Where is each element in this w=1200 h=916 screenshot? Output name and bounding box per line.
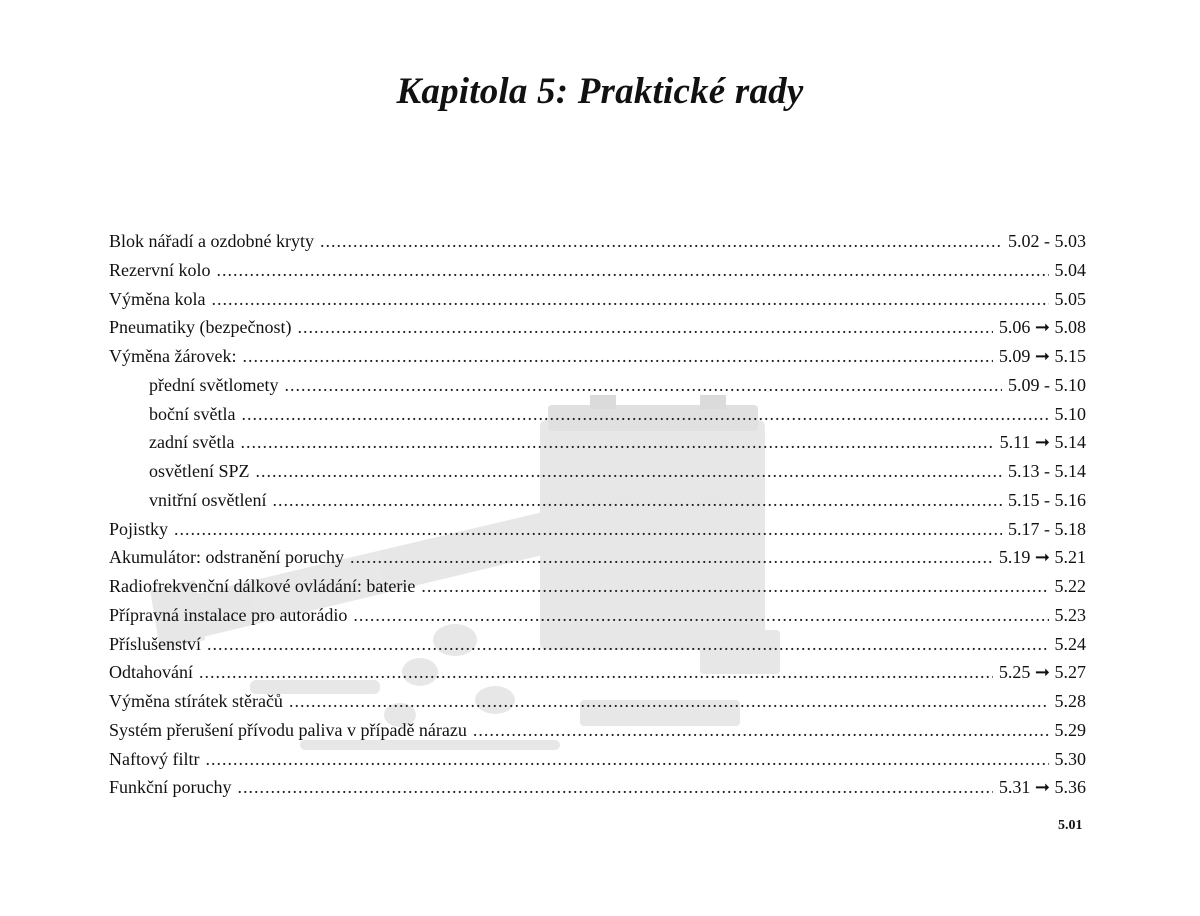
toc-dot-leader bbox=[216, 256, 1048, 285]
toc-entry-label: Přípravná instalace pro autorádio bbox=[109, 604, 348, 625]
toc-entry-label: Výměna kola bbox=[109, 288, 206, 309]
toc-entry bbox=[109, 285, 1086, 314]
toc-entry bbox=[109, 371, 1086, 400]
toc-entry bbox=[109, 745, 1086, 774]
toc-dot-leader bbox=[473, 716, 1049, 745]
toc-entry-label: Systém přerušení přívodu paliva v případě nárazu bbox=[109, 719, 467, 740]
toc-entry bbox=[109, 773, 1086, 802]
toc-entry-label: osvětlení SPZ bbox=[149, 461, 250, 481]
toc-entry-page: 5.04 bbox=[1054, 259, 1086, 280]
toc-dot-leader bbox=[272, 486, 1002, 515]
toc-entry bbox=[109, 400, 1086, 429]
toc-entry-label: Rezervní kolo bbox=[109, 259, 211, 280]
toc-entry bbox=[109, 342, 1086, 371]
toc-entry-page: 5.30 bbox=[1054, 748, 1086, 769]
toc-entry-page: 5.02 - 5.03 bbox=[1008, 231, 1086, 251]
toc-entry-page: 5.13 - 5.14 bbox=[1008, 461, 1086, 481]
toc-entry-label: Funkční poruchy bbox=[109, 777, 232, 798]
toc-entry-label: zadní světla bbox=[149, 432, 235, 453]
toc-entry-label: Příslušenství bbox=[109, 633, 202, 654]
toc-entry-page: 5.23 bbox=[1054, 604, 1086, 625]
toc-entry bbox=[109, 313, 1086, 342]
toc-dot-leader bbox=[205, 745, 1048, 774]
table-of-contents bbox=[109, 227, 1086, 802]
toc-entry bbox=[109, 716, 1086, 745]
toc-entry-label: Výměna žárovek: bbox=[109, 346, 237, 366]
toc-dot-leader bbox=[297, 313, 992, 342]
toc-entry-label: vnitřní osvětlení bbox=[149, 489, 267, 510]
toc-entry bbox=[109, 572, 1086, 601]
toc-dot-leader bbox=[284, 371, 1002, 400]
toc-entry-page: 5.31 ➞ 5.36 bbox=[998, 777, 1086, 798]
toc-entry-label: Blok nářadí a ozdobné kryty bbox=[109, 231, 314, 251]
toc-dot-leader bbox=[240, 428, 993, 457]
toc-dot-leader bbox=[320, 227, 1002, 256]
toc-dot-leader bbox=[207, 630, 1048, 659]
toc-entry bbox=[109, 486, 1086, 515]
toc-entry-label: Odtahování bbox=[109, 662, 193, 683]
toc-entry bbox=[109, 658, 1086, 687]
toc-entry-label: Akumulátor: odstranění poruchy bbox=[109, 547, 344, 568]
toc-entry-page: 5.05 bbox=[1054, 288, 1086, 309]
toc-entry-page: 5.09 ➞ 5.15 bbox=[998, 346, 1086, 366]
toc-entry-page: 5.15 - 5.16 bbox=[1008, 489, 1086, 510]
toc-dot-leader bbox=[242, 342, 992, 371]
toc-entry bbox=[109, 630, 1086, 659]
toc-entry-page: 5.19 ➞ 5.21 bbox=[998, 547, 1086, 568]
toc-dot-leader bbox=[241, 400, 1048, 429]
toc-entry-page: 5.29 bbox=[1054, 719, 1086, 740]
toc-entry bbox=[109, 543, 1086, 572]
toc-entry-label: přední světlomety bbox=[149, 374, 279, 395]
toc-dot-leader bbox=[211, 285, 1048, 314]
toc-dot-leader bbox=[174, 515, 1002, 544]
toc-entry-page: 5.25 ➞ 5.27 bbox=[998, 662, 1086, 683]
toc-entry bbox=[109, 515, 1086, 544]
toc-entry-page: 5.28 bbox=[1054, 691, 1086, 711]
toc-entry-label: Pneumatiky (bezpečnost) bbox=[109, 317, 292, 338]
toc-entry-page: 5.17 - 5.18 bbox=[1008, 518, 1086, 539]
toc-entry-label: Radiofrekvenční dálkové ovládání: baterie bbox=[109, 576, 416, 596]
toc-entry-label: Výměna stírátek stěračů bbox=[109, 691, 283, 711]
toc-entry-page: 5.09 - 5.10 bbox=[1008, 374, 1086, 395]
toc-entry bbox=[109, 256, 1086, 285]
toc-entry bbox=[109, 457, 1086, 486]
toc-dot-leader bbox=[353, 601, 1048, 630]
toc-entry-label: Pojistky bbox=[109, 518, 169, 539]
toc-entry-page: 5.06 ➞ 5.08 bbox=[998, 317, 1086, 338]
page-number: 5.01 bbox=[1058, 818, 1083, 833]
toc-entry-label: Naftový filtr bbox=[109, 748, 200, 769]
toc-entry bbox=[109, 601, 1086, 630]
toc-rows bbox=[109, 227, 1086, 802]
toc-dot-leader bbox=[237, 773, 992, 802]
toc-entry-page: 5.10 bbox=[1054, 403, 1086, 424]
toc-dot-leader bbox=[256, 457, 1002, 486]
toc-entry-label: boční světla bbox=[149, 403, 236, 424]
toc-entry bbox=[109, 687, 1086, 716]
toc-dot-leader bbox=[350, 543, 993, 572]
toc-dot-leader bbox=[199, 658, 993, 687]
toc-entry bbox=[109, 428, 1086, 457]
toc-entry-page: 5.11 ➞ 5.14 bbox=[999, 432, 1086, 453]
toc-entry bbox=[109, 227, 1086, 256]
toc-dot-leader bbox=[421, 572, 1048, 601]
toc-dot-leader bbox=[289, 687, 1049, 716]
toc-entry-page: 5.24 bbox=[1054, 633, 1086, 654]
toc-entry-page: 5.22 bbox=[1054, 576, 1086, 596]
page-title: Kapitola 5: Praktické rady bbox=[396, 71, 804, 112]
